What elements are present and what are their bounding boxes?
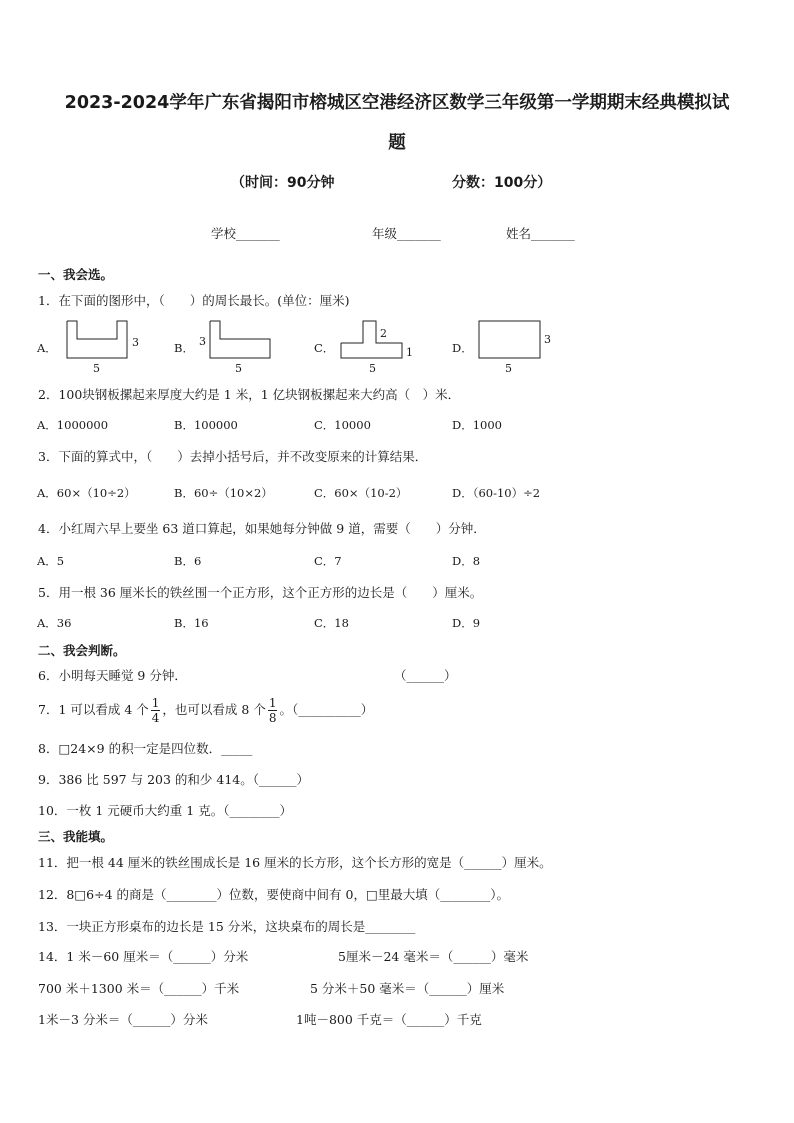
question-2: 2．100块钢板摞起来厚度大约是 1 米，1 亿块钢板摞起来大约高（ ）米． <box>38 387 461 402</box>
q1-fig-c-height: 1 <box>406 346 413 359</box>
q1-fig-a-width: 5 <box>93 362 100 375</box>
section-heading-fill: 三、我能填。 <box>38 829 114 844</box>
section-heading-choose: 一、我会选。 <box>38 267 114 282</box>
q2-option-a[interactable]: A．1000000 <box>37 418 109 432</box>
question-14-row1-left: 14．1 米－60 厘米＝（______）分米 <box>38 949 249 964</box>
q5-option-b[interactable]: B．16 <box>174 616 209 630</box>
page-title: 2023-2024学年广东省揭阳市榕城区空港经济区数学三年级第一学期期末经典模拟试 <box>64 93 730 113</box>
q1-option-b-label[interactable]: B． <box>174 341 194 355</box>
q3-option-b[interactable]: B．60÷（10×2） <box>174 486 273 500</box>
q7-answer-blank[interactable]: 。（__________） <box>279 702 374 717</box>
q1-fig-b-height: 3 <box>199 335 206 348</box>
q6-answer-blank[interactable]: （______） <box>394 668 457 683</box>
q1-fig-b-width: 5 <box>235 362 242 375</box>
exam-score: 分数：100分） <box>452 175 552 191</box>
question-14-row2-right: 5 分米＋50 毫米＝（______）厘米 <box>310 981 505 996</box>
question-12: 12．8□6÷4 的商是（________）位数，要使商中间有 0，□里最大填（________）。 <box>38 887 510 902</box>
question-5: 5．用一根 36 厘米长的铁丝围一个正方形，这个正方形的边长是（ ）厘米。 <box>38 585 483 600</box>
question-14-row2-left: 700 米＋1300 米＝（______）千米 <box>38 981 240 996</box>
q2-option-b[interactable]: B．100000 <box>174 418 238 432</box>
q1-fig-d-height: 3 <box>544 333 551 346</box>
exam-time: （时间：90分钟 <box>231 175 335 191</box>
question-6: 6．小明每天睡觉 9 分钟． <box>38 668 187 683</box>
q1-option-a-label[interactable]: A． <box>37 341 57 355</box>
q5-option-a[interactable]: A．36 <box>37 616 72 630</box>
fraction-one-quarter: $\frac{1}{4}$ <box>151 696 160 725</box>
q1-fig-a-height: 3 <box>132 336 139 349</box>
q1-figure-b <box>195 315 285 375</box>
q1-figure-a <box>60 315 150 375</box>
q1-figure-d <box>473 315 563 375</box>
q1-fig-c-width: 5 <box>369 362 376 375</box>
q7-text-part2: ，也可以看成 8 个 <box>162 702 266 717</box>
q3-option-d[interactable]: D．（60-10）÷2 <box>452 486 541 500</box>
q1-fig-d-width: 5 <box>505 362 512 375</box>
school-field[interactable]: 学校_______ <box>211 226 280 241</box>
question-7 <box>38 692 373 728</box>
q2-option-d[interactable]: D．1000 <box>452 418 502 432</box>
q4-option-a[interactable]: A．5 <box>37 554 65 568</box>
q4-option-d[interactable]: D．8 <box>452 554 481 568</box>
q4-option-c[interactable]: C．7 <box>314 554 342 568</box>
q4-option-b[interactable]: B．6 <box>174 554 202 568</box>
section-heading-judge: 二、我会判断。 <box>38 643 126 658</box>
q1-fig-c-top: 2 <box>380 327 387 340</box>
question-10: 10．一枚 1 元硬币大约重 1 克。（________） <box>38 803 292 818</box>
question-1: 1．在下面的图形中，（ ）的周长最长。(单位：厘米) <box>38 293 350 308</box>
q7-text-part1: 7．1 可以看成 4 个 <box>38 702 149 717</box>
fraction-one-eighth: $\frac{1}{8}$ <box>268 696 277 725</box>
question-9: 9．386 比 597 与 203 的和少 414。（______） <box>38 772 309 787</box>
q2-option-c[interactable]: C．10000 <box>314 418 371 432</box>
q1-option-c-label[interactable]: C． <box>314 341 335 355</box>
question-14-row3-right: 1吨－800 千克＝（______）千克 <box>296 1012 482 1027</box>
question-4: 4．小红周六早上要坐 63 道口算起，如果她每分钟做 9 道，需要（ ）分钟． <box>38 521 486 536</box>
question-14-row1-right: 5厘米－24 毫米＝（______）毫米 <box>338 949 529 964</box>
q5-option-c[interactable]: C．18 <box>314 616 349 630</box>
question-11: 11．把一根 44 厘米的铁丝围成长是 16 厘米的长方形，这个长方形的宽是（______）厘米。 <box>38 855 552 870</box>
name-field[interactable]: 姓名_______ <box>506 226 575 241</box>
question-8: 8．□24×9 的积一定是四位数．_____ <box>38 741 253 756</box>
question-13: 13．一块正方形桌布的边长是 15 分米，这块桌布的周长是________ <box>38 919 416 934</box>
q1-option-d-label[interactable]: D． <box>452 341 473 355</box>
page-title-continued: 题 <box>388 133 406 153</box>
q1-figure-c <box>336 315 426 375</box>
question-3: 3．下面的算式中，（ ）去掉小括号后，并不改变原来的计算结果． <box>38 449 428 464</box>
q3-option-c[interactable]: C．60×（10-2） <box>314 486 408 500</box>
question-14-row3-left: 1米－3 分米＝（______）分米 <box>38 1012 208 1027</box>
grade-field[interactable]: 年级_______ <box>372 226 441 241</box>
q3-option-a[interactable]: A．60×（10÷2） <box>37 486 136 500</box>
q5-option-d[interactable]: D．9 <box>452 616 481 630</box>
